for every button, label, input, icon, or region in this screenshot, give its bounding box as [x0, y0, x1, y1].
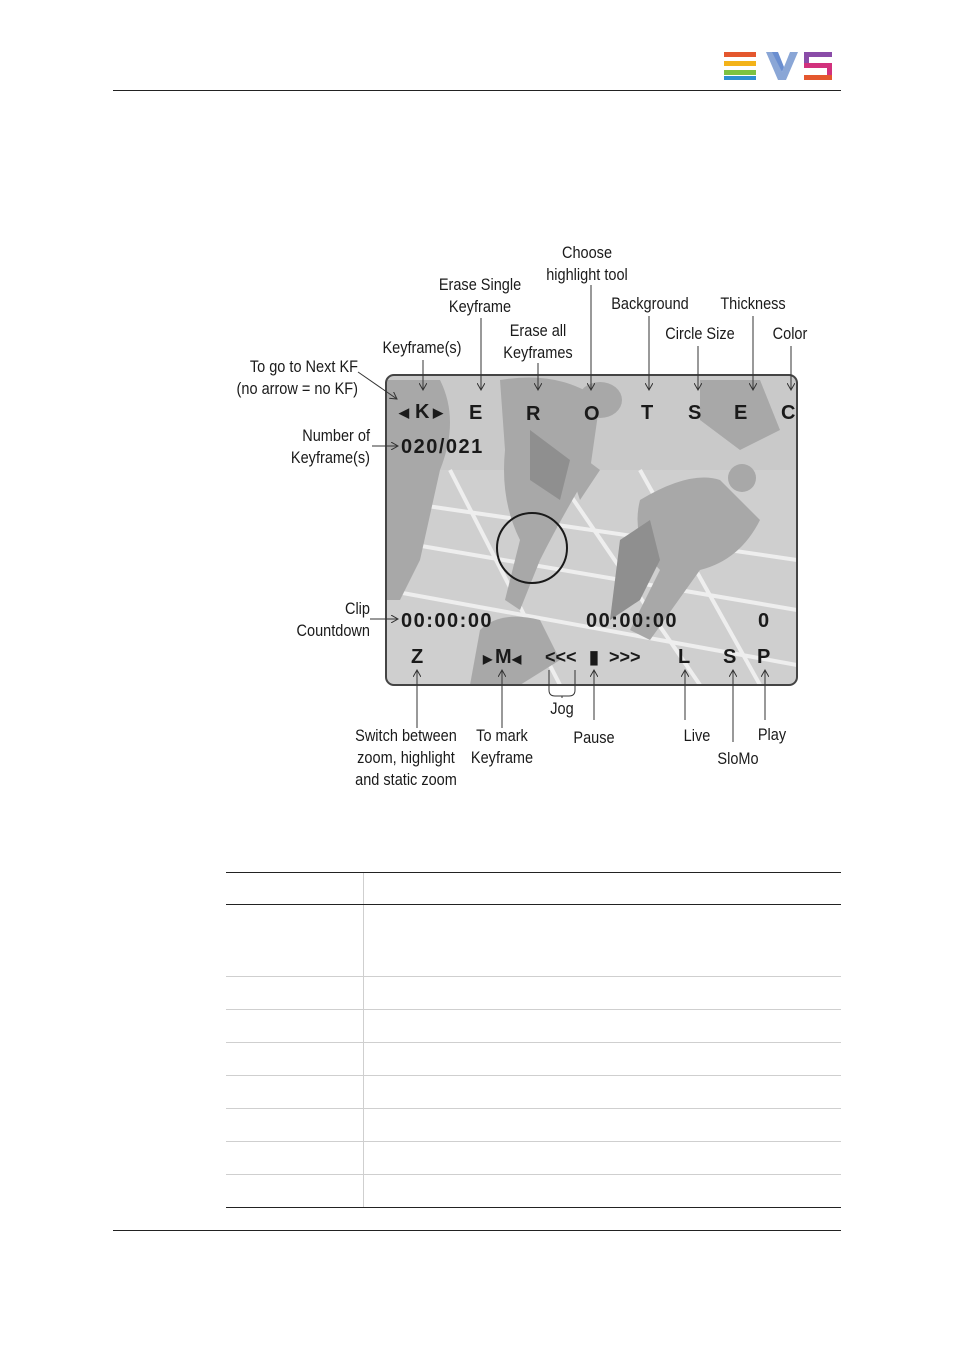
- callout-circle-size: Circle Size: [665, 325, 735, 343]
- kf-prev-arrow-icon: ◀: [399, 405, 409, 420]
- osd-l: L: [678, 646, 691, 668]
- osd-s: S: [688, 402, 702, 424]
- callout-switch-zoom: Switch between zoom, highlight and static zoom: [355, 727, 457, 789]
- osd-z: Z: [411, 646, 424, 668]
- osd-pause: ▮: [589, 647, 599, 667]
- osd-t: T: [641, 402, 654, 424]
- callout-pause: Pause: [573, 729, 615, 747]
- callout-live: Live: [683, 727, 711, 745]
- callout-erase-single: Erase Single Keyframe: [438, 276, 522, 316]
- table-row: [226, 1043, 841, 1076]
- osd-o: O: [584, 403, 600, 425]
- callout-background: Background: [611, 295, 689, 313]
- table-row: [226, 905, 841, 977]
- callout-next-kf: To go to Next KF (no arrow = no KF): [236, 358, 358, 398]
- callout-color: Color: [772, 325, 808, 343]
- callout-play: Play: [757, 726, 787, 744]
- osd-c: C: [781, 402, 796, 424]
- osd-jog-fwd: >>>: [609, 647, 641, 667]
- table-row: [226, 1142, 841, 1175]
- osd-s-slomo: S: [723, 646, 737, 668]
- osd-k: K: [415, 401, 430, 423]
- callout-erase-all: Erase all Keyframes: [503, 322, 573, 362]
- table-row: [226, 1175, 841, 1208]
- callout-jog: Jog: [550, 700, 574, 718]
- osd-m: M: [495, 646, 512, 668]
- table-row: [226, 1076, 841, 1109]
- callout-mark-kf: To mark Keyframe: [470, 727, 534, 767]
- osd-speed: 0: [758, 610, 770, 632]
- osd-e-single: E: [469, 402, 483, 424]
- osd-jog-back: <<<: [545, 647, 577, 667]
- callout-choose-highlight: Choose highlight tool: [546, 244, 628, 284]
- osd-e-thickness: E: [734, 402, 748, 424]
- callout-thickness: Thickness: [720, 295, 786, 313]
- mark-right-arrow-icon: ◀: [512, 652, 522, 666]
- callout-number-kf: Number of Keyframe(s): [290, 427, 370, 467]
- osd-timecode: 00:00:00: [586, 610, 679, 632]
- footer-rule: [113, 1230, 841, 1231]
- osd-countdown: 00:00:00: [401, 610, 494, 632]
- osd-kf-count: 020/021: [401, 436, 484, 458]
- kf-next-arrow-icon: ▶: [433, 405, 443, 420]
- callout-clip-countdown: Clip Countdown: [296, 600, 370, 640]
- osd-r: R: [526, 403, 541, 425]
- mark-left-arrow-icon: ▶: [483, 652, 493, 666]
- table-row: [226, 1010, 841, 1043]
- table-header-row: [226, 872, 841, 905]
- osd-p: P: [757, 646, 771, 668]
- table-row: [226, 977, 841, 1010]
- callout-slomo: SloMo: [717, 750, 759, 768]
- callout-keyframes: Keyframe(s): [382, 339, 462, 357]
- table-row: [226, 1109, 841, 1142]
- description-table: [226, 872, 841, 1208]
